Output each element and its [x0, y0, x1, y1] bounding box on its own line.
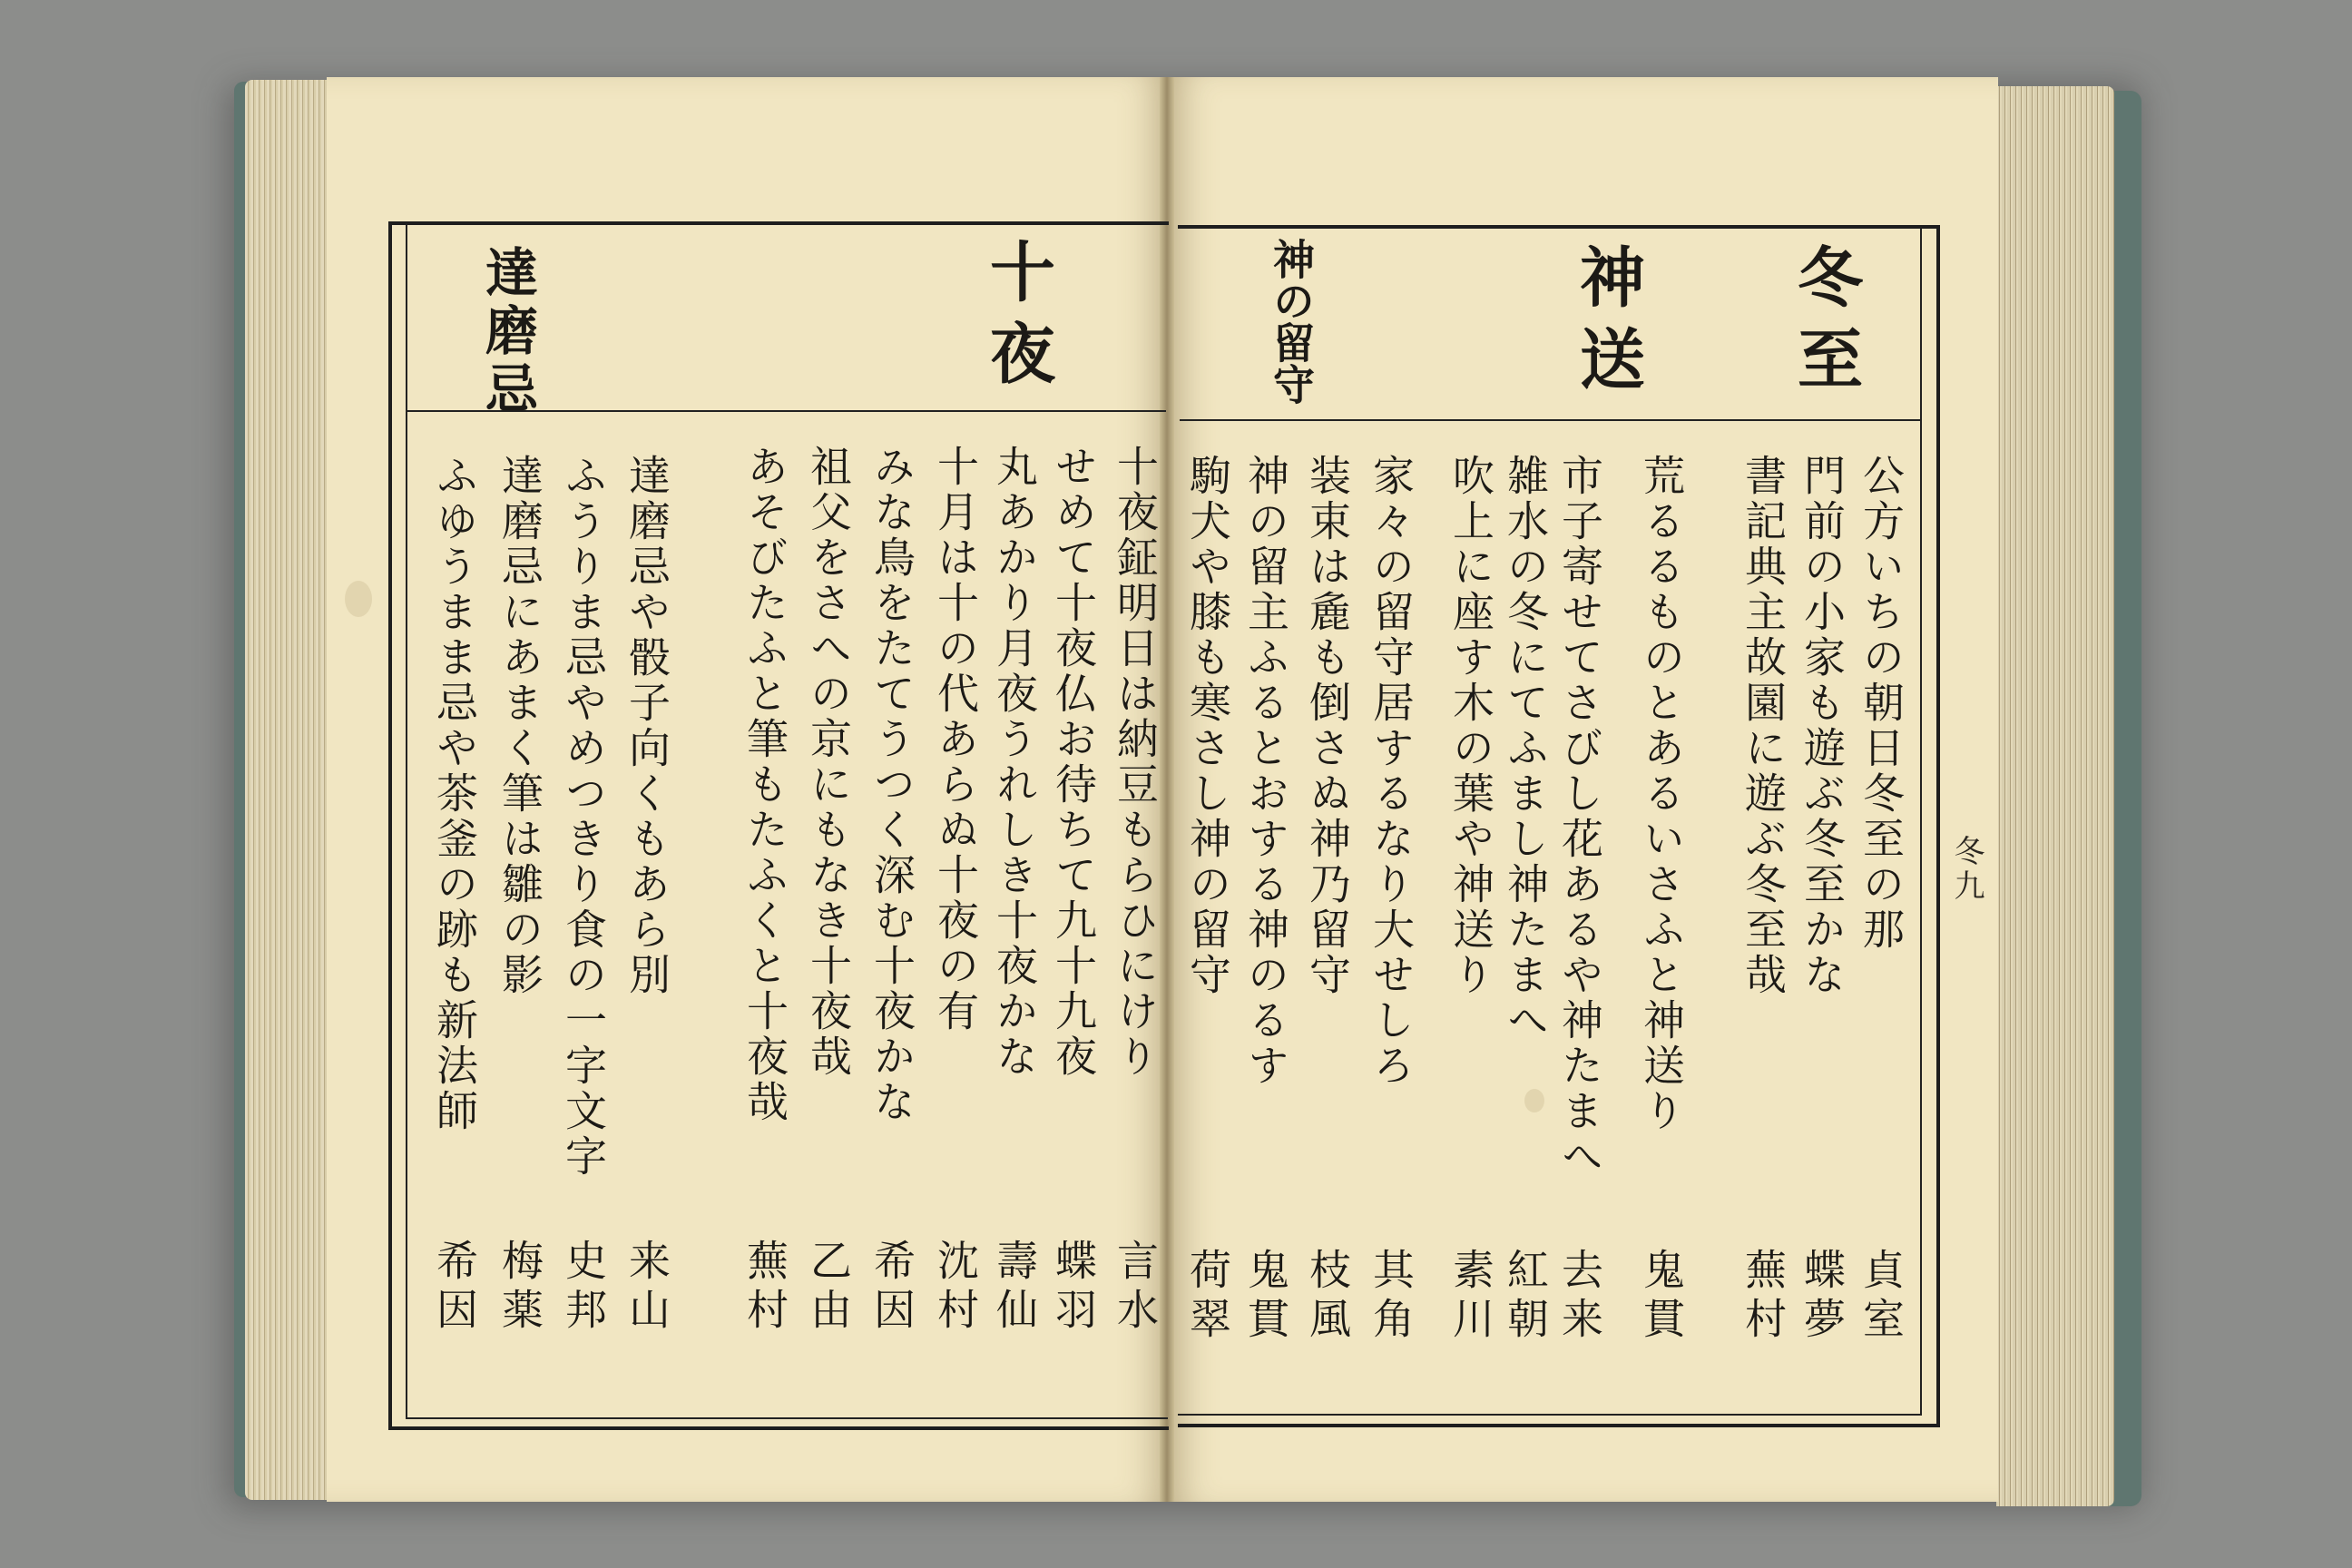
verse: 家々の留守居するなり大せしろ	[1367, 454, 1416, 1089]
author: 蝶羽	[1049, 1239, 1098, 1337]
author: 来山	[622, 1239, 671, 1337]
author: 鬼貫	[1637, 1248, 1686, 1346]
author: 蕪村	[740, 1239, 789, 1337]
author: 言水	[1111, 1239, 1160, 1337]
verse: 吹上に座す木の葉や神送り	[1446, 454, 1495, 998]
verse: 達磨忌や骰子向くもあら別	[622, 454, 671, 998]
left-page-edges	[245, 80, 327, 1500]
author: 壽仙	[990, 1239, 1039, 1337]
verse: あそびたふと筆もたふくと十夜哉	[740, 445, 789, 1125]
right-title-rule	[1180, 419, 1922, 421]
verse: 門前の小家も遊ぶ冬至かな	[1798, 454, 1847, 998]
author: 希因	[867, 1239, 916, 1337]
author: 去来	[1555, 1248, 1604, 1346]
verse: せめて十夜仏お待ちて九十九夜	[1049, 445, 1098, 1080]
author: 梅薬	[495, 1239, 544, 1337]
author: 鬼貫	[1241, 1248, 1290, 1346]
verse: 荒るるものとあるいさふと神送り	[1637, 454, 1686, 1134]
author: 乙由	[804, 1239, 853, 1337]
author: 貞室	[1857, 1248, 1906, 1346]
verse: 駒犬や膝も寒さし神の留守	[1183, 454, 1232, 998]
author: 蕪村	[1739, 1248, 1788, 1346]
right-page-edges	[1996, 86, 2114, 1506]
author: 其角	[1367, 1248, 1416, 1346]
verse: 雑水の冬にてふまし神たまへ	[1501, 454, 1550, 1044]
verse: 神の留主ふるとおする神のるす	[1241, 454, 1290, 1089]
title-toji: 冬至	[1787, 243, 1864, 407]
author: 素川	[1446, 1248, 1495, 1346]
verse: 達磨忌にあまく筆は雛の影	[495, 454, 544, 998]
author: 蝶夢	[1798, 1248, 1847, 1346]
author: 紅朝	[1501, 1248, 1550, 1346]
verse: みな鳥をたてうつく深む十夜かな	[867, 445, 916, 1125]
page-number-label: 冬九	[1948, 835, 1984, 904]
title-kamiokuri: 神送	[1569, 243, 1646, 407]
verse: ふうりま忌やめつきり食の一字文字	[559, 454, 608, 1180]
verse: 公方いちの朝日冬至の那	[1857, 454, 1906, 953]
author: 希因	[430, 1239, 479, 1337]
verse: 十夜鉦明日は納豆もらひにけり	[1111, 445, 1160, 1080]
title-jugoya: 十夜	[979, 238, 1056, 401]
author: 沈村	[931, 1239, 980, 1337]
verse: 十月は十の代あらぬ十夜の有	[931, 445, 980, 1034]
verse: 丸あかり月夜うれしき十夜かな	[990, 445, 1039, 1080]
page-stain	[345, 581, 372, 617]
author: 荷翠	[1183, 1248, 1232, 1346]
verse: 市子寄せてさびし花あるや神たまへ	[1555, 454, 1604, 1180]
author: 枝風	[1303, 1248, 1352, 1346]
verse: 祖父をさへの京にもなき十夜哉	[804, 445, 853, 1080]
author: 史邦	[559, 1239, 608, 1337]
verse: 装束は麁も倒さぬ神乃留守	[1303, 454, 1352, 998]
title-darumaki: 達磨忌	[476, 245, 538, 419]
verse: ふゆうまま忌や茶釜の跡も新法師	[430, 454, 479, 1134]
verse: 書記典主故園に遊ぶ冬至哉	[1739, 454, 1788, 998]
title-kaminorusu: 神の留守	[1267, 238, 1316, 405]
